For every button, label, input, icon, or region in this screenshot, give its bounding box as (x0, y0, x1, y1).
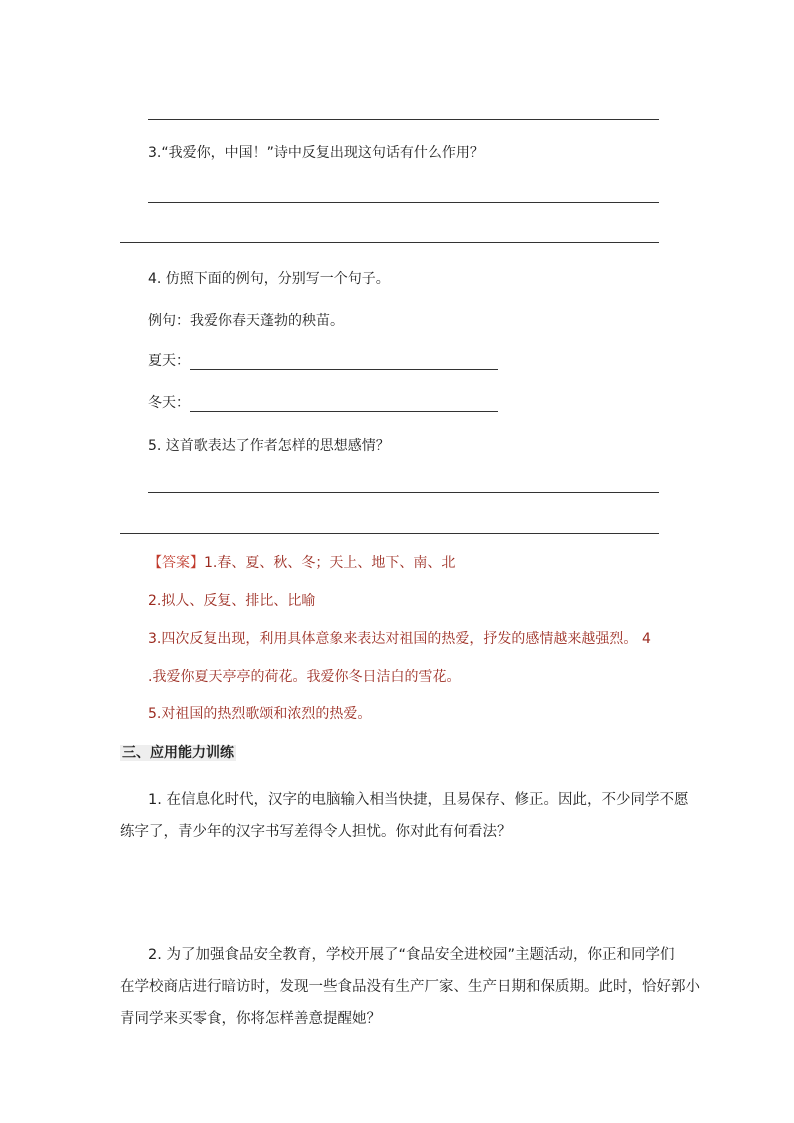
answer-2: 2.拟人、反复、排比、比喻 (148, 593, 316, 609)
example-sentence: 例句：我爱你春天蓬勃的秧苗。 (148, 313, 344, 329)
answer-line (120, 242, 659, 243)
answer-line (148, 119, 659, 120)
question-5: 5. 这首歌表达了作者怎样的思想感情？ (148, 438, 390, 454)
winter-row (148, 394, 498, 412)
question-3: 3.“我爱你，中国！”诗中反复出现这句话有什么作用？ (148, 145, 484, 161)
answer-1 (148, 554, 455, 572)
summer-row (148, 352, 498, 370)
answer-line (148, 492, 659, 493)
answer-1-text: 1.春、夏、秋、冬；天上、地下、南、北 (204, 555, 456, 571)
problem-2-line-2: 在学校商店进行暗访时，发现一些食品没有生产厂家、生产日期和保质期。此时，恰好郭小 (120, 979, 700, 995)
question-4: 4. 仿照下面的例句，分别写一个句子。 (148, 271, 390, 287)
problem-2-line-3: 青同学来买零食，你将怎样善意提醒她？ (120, 1011, 381, 1027)
answer-5: 5.对祖国的热烈歌颂和浓烈的热爱。 (148, 706, 372, 722)
answer-line (120, 533, 659, 534)
problem-1-line-1: 1. 在信息化时代，汉字的电脑输入相当快捷，且易保存、修正。因此，不少同学不愿 (148, 792, 689, 808)
answer-4: .我爱你夏天亭亭的荷花。我爱你冬日洁白的雪花。 (148, 669, 461, 685)
winter-fill-line (190, 397, 498, 412)
answer-4-number: 4 (642, 631, 651, 647)
section-title (120, 744, 236, 762)
answer-3: 3.四次反复出现，利用具体意象来表达对祖国的热爱，抒发的感情越来越强烈。 (148, 631, 638, 647)
problem-1-line-2: 练字了，青少年的汉字书写差得令人担忧。你对此有何看法？ (120, 824, 512, 840)
section-title-text: 三、应用能力训练 (122, 745, 234, 761)
answer-line (148, 202, 659, 203)
summer-fill-line (190, 355, 498, 370)
winter-label: 冬天： (148, 395, 190, 411)
problem-2-line-1: 2. 为了加强食品安全教育，学校开展了“食品安全进校园”主题活动，你正和同学们 (148, 947, 675, 963)
summer-label: 夏天： (148, 353, 190, 369)
answer-tag: 【答案】 (148, 555, 204, 571)
